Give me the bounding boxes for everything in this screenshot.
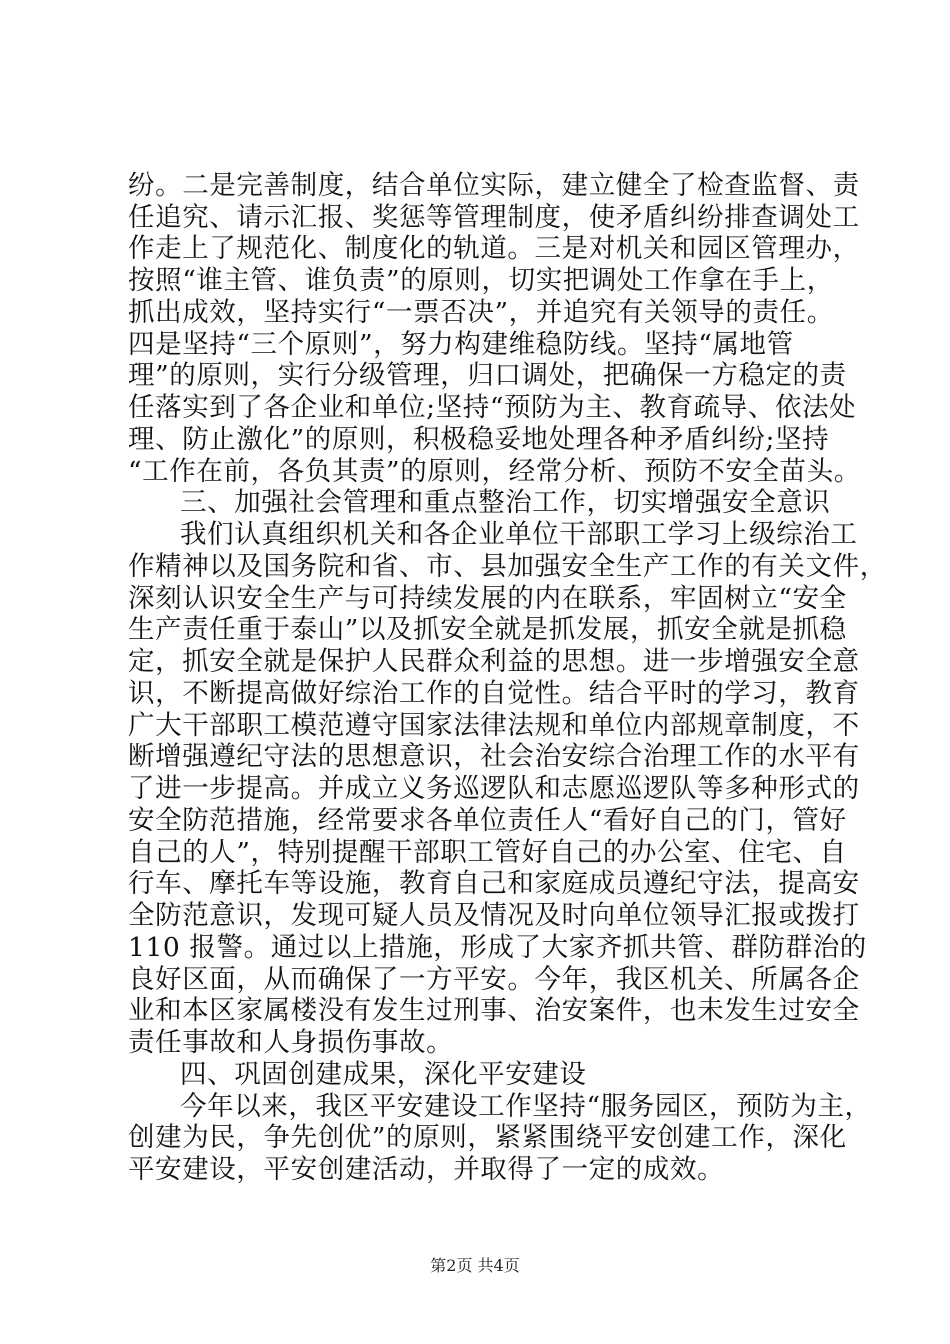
body-text-line: 任追究、请示汇报、奖惩等管理制度，使矛盾纠纷排查调处工 bbox=[128, 202, 860, 233]
body-text-line: 深刻认识安全生产与可持续发展的内在联系，牢固树立“安全 bbox=[128, 583, 847, 614]
body-text-line: 纷。二是完善制度，结合单位实际，建立健全了检查监督、责 bbox=[128, 170, 860, 201]
body-text-line: 平安建设，平安创建活动，并取得了一定的成效。 bbox=[128, 1154, 725, 1185]
body-text-line: 业和本区家属楼没有发生过刑事、治安案件，也未发生过安全 bbox=[128, 995, 860, 1026]
body-text-line: 我们认真组织机关和各企业单位干部职工学习上级综治工 bbox=[180, 519, 858, 550]
body-text-line: 了进一步提高。并成立义务巡逻队和志愿巡逻队等多种形式的 bbox=[128, 773, 860, 804]
body-text-line: 创建为民，争先创优”的原则，紧紧围绕平安创建工作，深化 bbox=[128, 1122, 847, 1153]
body-text-line: 良好区面，从而确保了一方平安。今年，我区机关、所属各企 bbox=[128, 964, 860, 995]
body-text-line: 广大干部职工模范遵守国家法律法规和单位内部规章制度，不 bbox=[128, 710, 860, 741]
body-text-line: 安全防范措施，经常要求各单位责任人“看好自己的门，管好 bbox=[128, 805, 847, 836]
body-text-line: 按照“谁主管、谁负责”的原则，切实把调处工作拿在手上， bbox=[128, 265, 834, 296]
section-heading: 三、加强社会管理和重点整治工作，切实增强安全意识 bbox=[180, 487, 831, 518]
section-heading: 四、巩固创建成果，深化平安建设 bbox=[180, 1059, 587, 1090]
body-text-line: 责任事故和人身损伤事故。 bbox=[128, 1027, 454, 1058]
body-text-line: 生产责任重于泰山”以及抓安全就是抓发展，抓安全就是抓稳 bbox=[128, 614, 847, 645]
body-text-line: 定，抓安全就是保护人民群众利益的思想。进一步增强安全意 bbox=[128, 646, 860, 677]
body-text-line: 全防范意识，发现可疑人员及情况及时向单位领导汇报或拨打 bbox=[128, 900, 860, 931]
body-text-line: 行车、摩托车等设施，教育自己和家庭成员遵纪守法，提高安 bbox=[128, 868, 860, 899]
body-text-line: 110 报警。通过以上措施，形成了大家齐抓共管、群防群治的 bbox=[128, 932, 867, 963]
body-text-line: 今年以来，我区平安建设工作坚持“服务园区，预防为主， bbox=[180, 1091, 872, 1122]
body-text-line: 识，不断提高做好综治工作的自觉性。结合平时的学习，教育 bbox=[128, 678, 860, 709]
page-footer: 第2页 共4页 bbox=[430, 1256, 520, 1275]
body-text-line: 断增强遵纪守法的思想意识，社会治安综合治理工作的水平有 bbox=[128, 741, 860, 772]
body-text-line: 理”的原则，实行分级管理，归口调处，把确保一方稳定的责 bbox=[128, 360, 847, 391]
body-text-line: 理、防止激化”的原则，积极稳妥地处理各种矛盾纠纷;坚持 bbox=[128, 424, 830, 455]
body-text-line: 作走上了规范化、制度化的轨道。三是对机关和园区管理办， bbox=[128, 233, 860, 264]
body-text-line: 任落实到了各企业和单位;坚持“预防为主、教育疏导、依法处 bbox=[128, 392, 857, 423]
body-text-line: 作精神以及国务院和省、市、县加强安全生产工作的有关文件， bbox=[128, 551, 887, 582]
body-text-line: 自己的人”，特别提醒干部职工管好自己的办公室、住宅、自 bbox=[128, 837, 847, 868]
body-text-line: 四是坚持“三个原则”，努力构建维稳防线。坚持“属地管 bbox=[128, 329, 794, 360]
body-text-line: “工作在前，各负其责”的原则，经常分析、预防不安全苗头。 bbox=[128, 456, 861, 487]
body-text-line: 抓出成效，坚持实行“一票否决”，并追究有关领导的责任。 bbox=[128, 297, 834, 328]
